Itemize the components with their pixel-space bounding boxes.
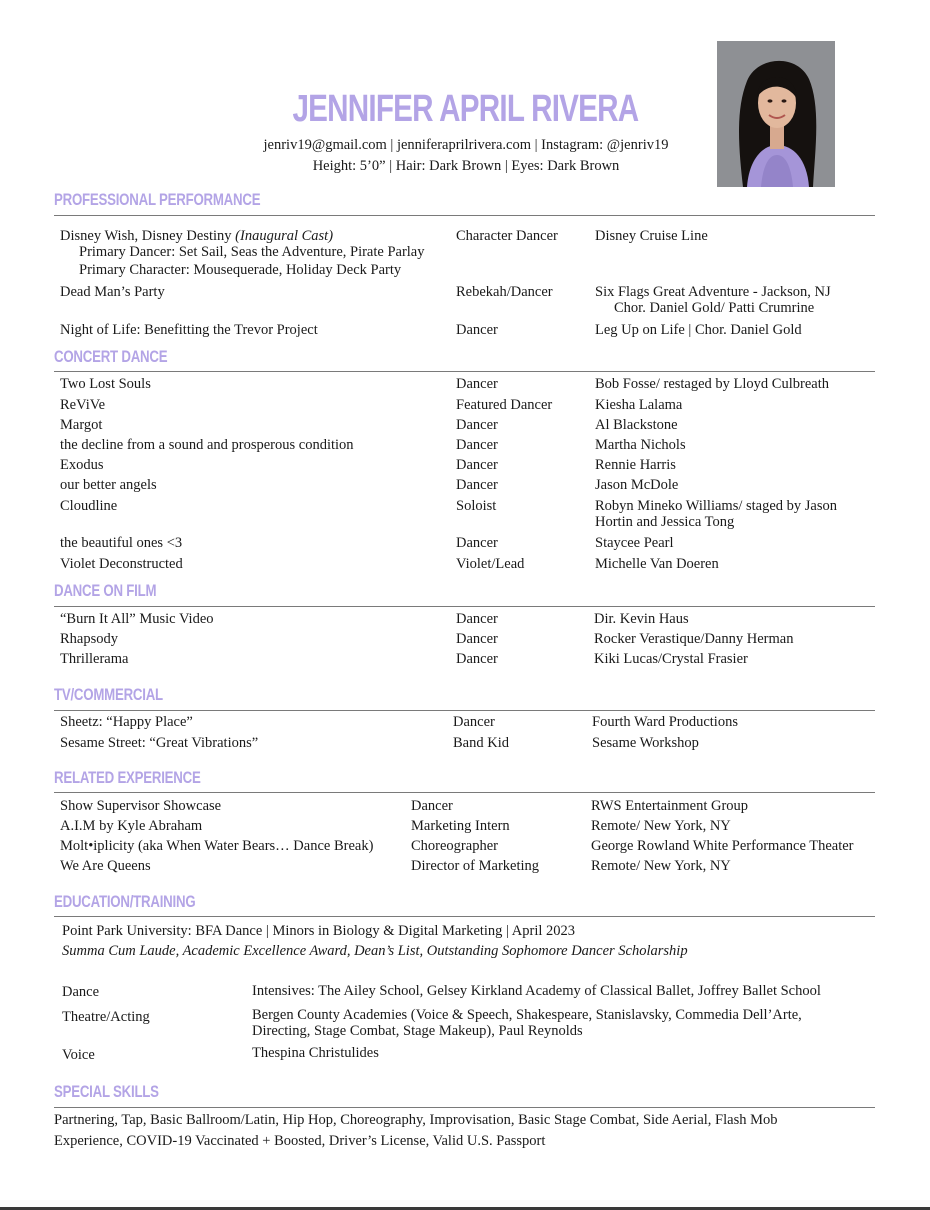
film-credit: Rocker Verastique/Danny Herman (594, 631, 794, 647)
related-org: George Rowland White Performance Theater (591, 838, 854, 854)
credit-org: Leg Up on Life | Chor. Daniel Gold (595, 322, 802, 338)
education-school: Point Park University: BFA Dance | Minors in Biology & Digital Marketing | April 2023 (62, 923, 576, 939)
section-rule (54, 1107, 875, 1108)
film-role: Dancer (456, 611, 498, 627)
training-detail: Thespina Christulides (252, 1045, 379, 1061)
concert-title: the decline from a sound and prosperous condition (60, 437, 354, 453)
concert-role: Featured Dancer (456, 397, 553, 413)
tv-role: Band Kid (453, 735, 509, 751)
related-role: Marketing Intern (411, 818, 510, 834)
concert-title: ReViVe (60, 397, 106, 413)
section-heading-skills: SPECIAL SKILLS (54, 1082, 159, 1101)
related-title: A.I.M by Kyle Abraham (60, 818, 203, 834)
concert-choreographer: Kiesha Lalama (595, 397, 683, 413)
section-heading-film: DANCE ON FILM (54, 581, 157, 600)
related-role: Director of Marketing (411, 858, 540, 874)
concert-choreographer: Robyn Mineko Williams/ staged by Jason (595, 498, 838, 514)
concert-role: Soloist (456, 498, 497, 514)
credit-org: Six Flags Great Adventure - Jackson, NJ (595, 284, 831, 300)
credit-role: Rebekah/Dancer (456, 284, 553, 300)
related-title: Show Supervisor Showcase (60, 798, 222, 814)
stats-line: Height: 5’0” | Hair: Dark Brown | Eyes: Dark Brown (312, 158, 620, 174)
concert-choreographer: Staycee Pearl (595, 535, 674, 551)
tv-credit: Sesame Workshop (592, 735, 699, 751)
section-heading-tv: TV/COMMERCIAL (54, 685, 163, 704)
film-role: Dancer (456, 651, 498, 667)
concert-choreographer: Martha Nichols (595, 437, 686, 453)
concert-title: our better angels (60, 477, 157, 493)
concert-title: the beautiful ones <3 (60, 535, 183, 551)
section-rule (54, 792, 875, 793)
training-detail: Intensives: The Ailey School, Gelsey Kirkland Academy of Classical Ballet, Joffrey Ballet School (252, 983, 821, 999)
concert-title: Exodus (60, 457, 104, 473)
tv-title: Sesame Street: “Great Vibrations” (60, 735, 259, 751)
credit-role: Dancer (456, 322, 498, 338)
section-rule (54, 710, 875, 711)
related-org: Remote/ New York, NY (591, 818, 731, 834)
film-role: Dancer (456, 631, 498, 647)
related-role: Choreographer (411, 838, 498, 854)
concert-role: Dancer (456, 477, 498, 493)
section-heading-education: EDUCATION/TRAINING (54, 892, 196, 911)
concert-title: Cloudline (60, 498, 118, 514)
concert-choreographer: Bob Fosse/ restaged by Lloyd Culbreath (595, 376, 829, 392)
credit-org: Disney Cruise Line (595, 228, 708, 244)
concert-title: Margot (60, 417, 103, 433)
training-detail-subline: Directing, Stage Combat, Stage Makeup), Paul Reynolds (252, 1023, 583, 1039)
related-title: We Are Queens (60, 858, 151, 874)
tv-role: Dancer (453, 714, 495, 730)
concert-choreographer-subline: Hortin and Jessica Tong (595, 514, 735, 530)
tv-title: Sheetz: “Happy Place” (60, 714, 193, 730)
tv-credit: Fourth Ward Productions (592, 714, 738, 730)
section-heading-related: RELATED EXPERIENCE (54, 768, 201, 787)
concert-choreographer: Rennie Harris (595, 457, 676, 473)
concert-role: Dancer (456, 437, 498, 453)
related-org: Remote/ New York, NY (591, 858, 731, 874)
concert-title: Violet Deconstructed (60, 556, 183, 572)
credit-role: Character Dancer (456, 228, 558, 244)
contact-line: jenriv19@gmail.com | jenniferaprilrivera.com | Instagram: @jenriv19 (263, 137, 669, 153)
concert-role: Dancer (456, 376, 498, 392)
concert-role: Dancer (456, 457, 498, 473)
section-rule (54, 215, 875, 216)
film-title: “Burn It All” Music Video (60, 611, 214, 627)
headshot-photo (717, 41, 835, 187)
skills-line: Partnering, Tap, Basic Ballroom/Latin, Hip Hop, Choreography, Improvisation, Basic Stage Combat, Side Aerial, Flash Mob (54, 1112, 778, 1128)
credit-subline: Primary Character: Mousequerade, Holiday Deck Party (79, 262, 402, 278)
concert-title: Two Lost Souls (60, 376, 151, 392)
credit-title: Dead Man’s Party (60, 284, 165, 300)
training-detail: Bergen County Academies (Voice & Speech, Shakespeare, Stanislavsky, Commedia Dell’Arte, (252, 1007, 802, 1023)
concert-choreographer: Michelle Van Doeren (595, 556, 719, 572)
credit-title: Disney Wish, Disney Destiny (Inaugural Cast) (60, 228, 334, 244)
section-rule (54, 916, 875, 917)
credit-org-subline: Chor. Daniel Gold/ Patti Crumrine (614, 300, 815, 316)
concert-role: Violet/Lead (456, 556, 525, 572)
training-label: Dance (62, 984, 100, 1000)
section-heading-concert: CONCERT DANCE (54, 347, 168, 366)
film-title: Rhapsody (60, 631, 118, 647)
related-org: RWS Entertainment Group (591, 798, 749, 814)
concert-choreographer: Al Blackstone (595, 417, 678, 433)
related-role: Dancer (411, 798, 453, 814)
concert-role: Dancer (456, 417, 498, 433)
related-title: Molt•iplicity (aka When Water Bears… Dance Break) (60, 838, 374, 854)
film-credit: Kiki Lucas/Crystal Frasier (594, 651, 748, 667)
training-label: Theatre/Acting (62, 1009, 150, 1025)
resume-name: JENNIFER APRIL RIVERA (292, 88, 639, 130)
concert-role: Dancer (456, 535, 498, 551)
skills-line: Experience, COVID-19 Vaccinated + Boosted, Driver’s License, Valid U.S. Passport (54, 1133, 546, 1149)
education-honors: Summa Cum Laude, Academic Excellence Award, Dean’s List, Outstanding Sophomore Dancer Scholarship (62, 943, 688, 959)
concert-choreographer: Jason McDole (595, 477, 679, 493)
credit-subline: Primary Dancer: Set Sail, Seas the Adventure, Pirate Parlay (79, 244, 425, 260)
film-credit: Dir. Kevin Haus (594, 611, 689, 627)
film-title: Thrillerama (60, 651, 129, 667)
section-heading-professional: PROFESSIONAL PERFORMANCE (54, 190, 261, 209)
credit-title: Night of Life: Benefitting the Trevor Project (60, 322, 318, 338)
section-rule (54, 371, 875, 372)
section-rule (54, 606, 875, 607)
training-label: Voice (62, 1047, 95, 1063)
